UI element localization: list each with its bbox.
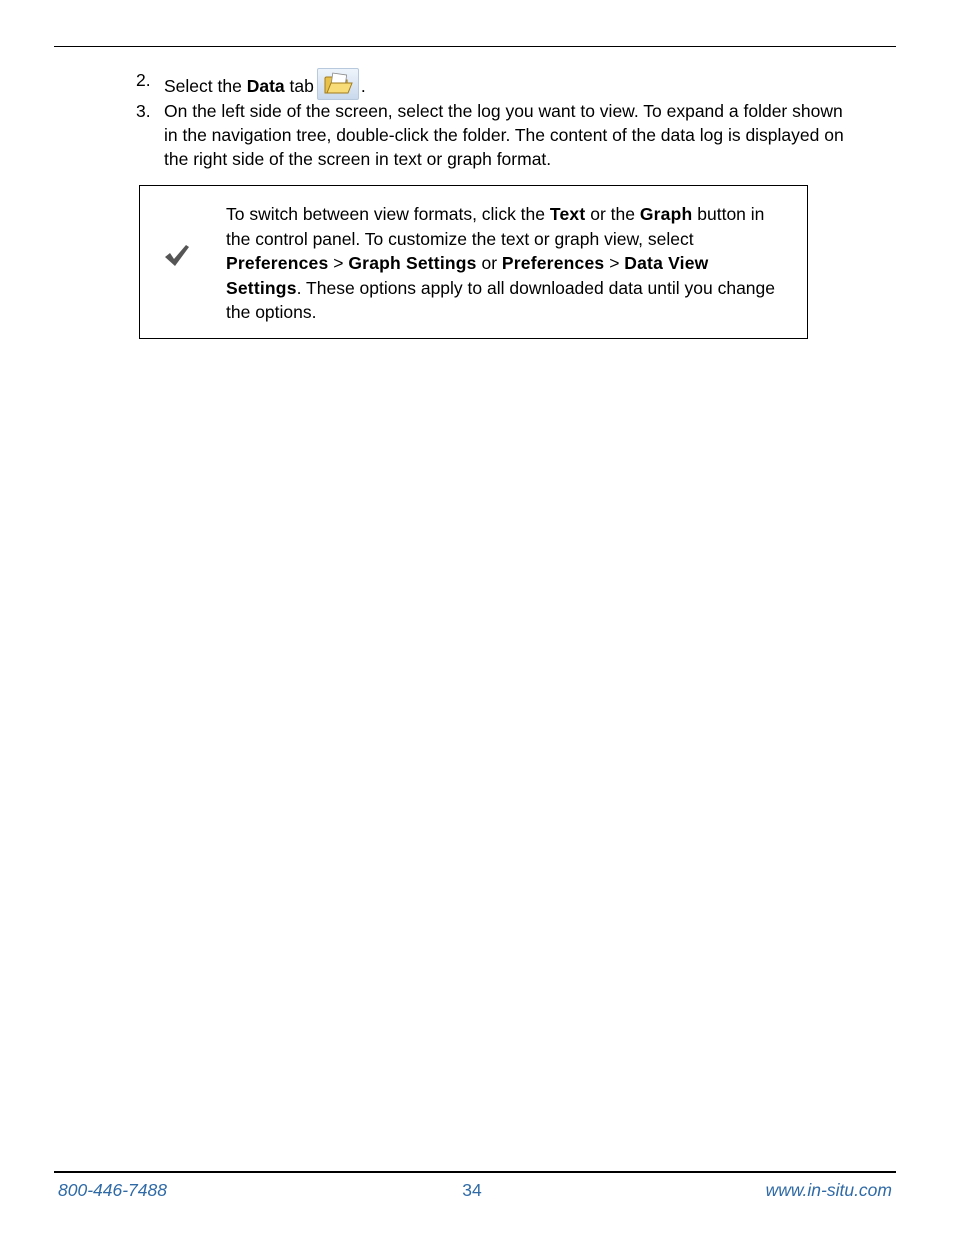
footer-rule bbox=[54, 1171, 896, 1173]
preferences-menu-label: Preferences bbox=[226, 253, 329, 273]
data-tab-label: Data bbox=[246, 76, 285, 96]
footer-phone: 800-446-7488 bbox=[58, 1180, 167, 1200]
step-number: 2. bbox=[136, 70, 151, 90]
preferences-menu-label: Preferences bbox=[501, 253, 605, 273]
step-body: On the left side of the screen, select the log you want to view. To expand a folder shown in the navigation tree, double-click the folder. The content of the data log is displayed on the right side of the screen in text or graph format. bbox=[164, 101, 844, 169]
text-button-label: Text bbox=[549, 204, 586, 224]
folder-open-icon bbox=[317, 68, 359, 100]
footer-page-number: 34 bbox=[462, 1180, 482, 1200]
step-body: Select the Data tab . bbox=[164, 68, 854, 100]
footer-website[interactable]: www.in-situ.com bbox=[765, 1180, 892, 1200]
note-text: To switch between view formats, click the Text or the Graph button in the control panel. To customize the text or graph view, select Preferences > Graph Settings or Preferences > Data View Settings. These options apply to all downloaded data until you change the options. bbox=[226, 204, 775, 322]
data-view-settings-label: Data View Settings bbox=[226, 253, 709, 298]
graph-button-label: Graph bbox=[639, 204, 693, 224]
graph-settings-label: Graph Settings bbox=[348, 253, 477, 273]
step-number: 3. bbox=[136, 101, 151, 121]
checkmark-icon bbox=[164, 244, 190, 273]
header-rule bbox=[54, 46, 896, 47]
note-box bbox=[139, 185, 808, 339]
